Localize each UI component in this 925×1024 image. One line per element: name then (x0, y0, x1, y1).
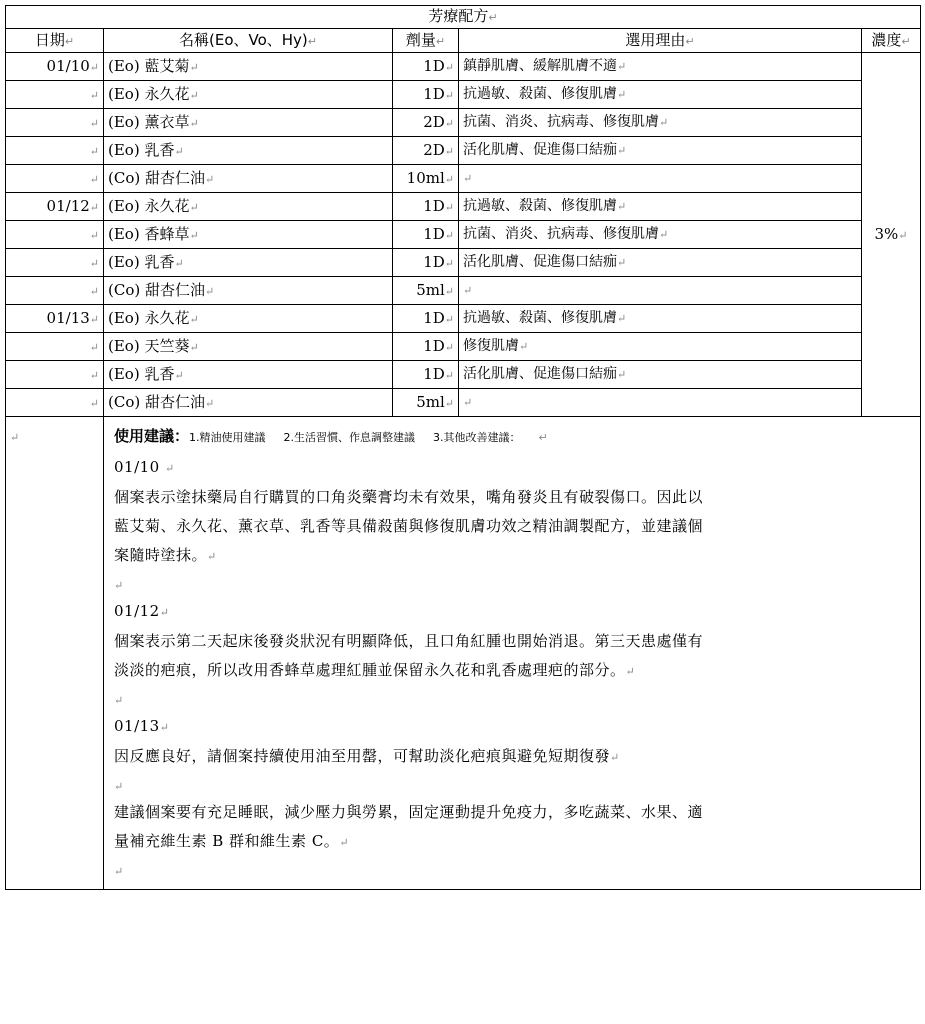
concentration-cell: 3%↵ (862, 53, 921, 417)
note-date-0113: 01/13↵ (114, 717, 170, 735)
formula-row (6, 333, 921, 361)
row-date: ↵ (6, 109, 104, 137)
blank-line: ↵ (114, 780, 124, 793)
formula-row (6, 165, 921, 193)
blank-line: ↵ (114, 694, 124, 707)
row-date: 01/10↵ (6, 53, 104, 81)
row-date: ↵ (6, 277, 104, 305)
row-dose: 5ml↵ (393, 389, 459, 417)
aromatherapy-formula-sheet (5, 5, 920, 890)
row-name: (Eo) 永久花↵ (104, 193, 393, 221)
header-name: 名稱(Eo、Vo、Hy)↵ (104, 29, 393, 53)
formula-row (6, 389, 921, 417)
note-line: 量補充維生素 B 群和維生素 C。↵ (114, 832, 350, 850)
row-date: ↵ (6, 137, 104, 165)
row-reason: 鎮靜肌膚、緩解肌膚不適↵ (459, 53, 862, 81)
row-reason: 活化肌膚、促進傷口結痂↵ (459, 249, 862, 277)
formula-row (6, 305, 921, 333)
row-name: (Eo) 香蜂草↵ (104, 221, 393, 249)
row-dose: 1D↵ (393, 81, 459, 109)
note-line: 因反應良好，請個案持續使用油至用罄，可幫助淡化疤痕與避免短期復發↵ (114, 747, 620, 765)
row-date: ↵ (6, 81, 104, 109)
table-title: 芳療配方↵ (6, 6, 921, 29)
row-reason: ↵ (459, 389, 862, 417)
row-reason: ↵ (459, 277, 862, 305)
note-line: 建議個案要有充足睡眠，減少壓力與勞累，固定運動提升免疫力，多吃蔬菜、水果、適 (114, 803, 704, 821)
row-date: ↵ (6, 361, 104, 389)
note-line: 淡淡的疤痕，所以改用香蜂草處理紅腫並保留永久花和乳香處理疤的部分。↵ (114, 661, 636, 679)
row-name: (Eo) 乳香↵ (104, 137, 393, 165)
row-reason: 抗菌、消炎、抗病毒、修復肌膚↵ (459, 221, 862, 249)
row-dose: 1D↵ (393, 333, 459, 361)
formula-row (6, 193, 921, 221)
row-name: (Eo) 永久花↵ (104, 81, 393, 109)
formula-table (5, 5, 921, 890)
header-concentration: 濃度↵ (862, 29, 921, 53)
blank-line: ↵ (114, 579, 124, 592)
row-name: (Co) 甜杏仁油↵ (104, 389, 393, 417)
row-reason: 抗過敏、殺菌、修復肌膚↵ (459, 193, 862, 221)
notes-lead: 使用建議：1.精油使用建議 2.生活習慣、作息調整建議 3.其他改善建議： ↵ (114, 427, 548, 445)
note-line: 個案表示塗抹藥局自行購買的口角炎藥膏均未有效果，嘴角發炎且有破裂傷口。因此以 (114, 488, 704, 506)
row-name: (Eo) 乳香↵ (104, 361, 393, 389)
row-name: (Eo) 天竺葵↵ (104, 333, 393, 361)
formula-row (6, 137, 921, 165)
row-name: (Eo) 薰衣草↵ (104, 109, 393, 137)
usage-notes (104, 417, 921, 890)
row-name: (Eo) 永久花↵ (104, 305, 393, 333)
row-name: (Eo) 藍艾菊↵ (104, 53, 393, 81)
row-name: (Co) 甜杏仁油↵ (104, 165, 393, 193)
formula-row (6, 221, 921, 249)
formula-row (6, 277, 921, 305)
row-date: ↵ (6, 165, 104, 193)
note-date-0110: 01/10 ↵ (114, 458, 175, 476)
note-line: 藍艾菊、永久花、薰衣草、乳香等具備殺菌與修復肌膚功效之精油調製配方，並建議個 (114, 517, 704, 535)
row-dose: 1D↵ (393, 305, 459, 333)
row-name: (Eo) 乳香↵ (104, 249, 393, 277)
row-reason: 抗菌、消炎、抗病毒、修復肌膚↵ (459, 109, 862, 137)
row-name: (Co) 甜杏仁油↵ (104, 277, 393, 305)
header-reason: 選用理由↵ (459, 29, 862, 53)
formula-row (6, 249, 921, 277)
notes-date-cell: ↵ (6, 417, 104, 890)
row-reason: 抗過敏、殺菌、修復肌膚↵ (459, 305, 862, 333)
row-dose: 1D↵ (393, 53, 459, 81)
row-reason: 修復肌膚↵ (459, 333, 862, 361)
row-date: ↵ (6, 221, 104, 249)
row-reason: ↵ (459, 165, 862, 193)
formula-row (6, 361, 921, 389)
row-dose: 10ml↵ (393, 165, 459, 193)
row-dose: 2D↵ (393, 109, 459, 137)
header-dose: 劑量↵ (393, 29, 459, 53)
row-date: 01/13↵ (6, 305, 104, 333)
row-date: ↵ (6, 249, 104, 277)
formula-row (6, 109, 921, 137)
row-dose: 1D↵ (393, 193, 459, 221)
row-dose: 1D↵ (393, 361, 459, 389)
blank-line: ↵ (114, 865, 124, 878)
note-line: 個案表示第二天起床後發炎狀況有明顯降低，且口角紅腫也開始消退。第三天患處僅有 (114, 632, 704, 650)
row-dose: 5ml↵ (393, 277, 459, 305)
row-reason: 活化肌膚、促進傷口結痂↵ (459, 361, 862, 389)
formula-row (6, 53, 921, 81)
row-dose: 1D↵ (393, 221, 459, 249)
row-reason: 抗過敏、殺菌、修復肌膚↵ (459, 81, 862, 109)
row-dose: 2D↵ (393, 137, 459, 165)
note-date-0112: 01/12↵ (114, 602, 170, 620)
row-date: 01/12↵ (6, 193, 104, 221)
note-line: 案隨時塗抹。↵ (114, 546, 217, 564)
row-date: ↵ (6, 333, 104, 361)
row-date: ↵ (6, 389, 104, 417)
row-reason: 活化肌膚、促進傷口結痂↵ (459, 137, 862, 165)
formula-row (6, 81, 921, 109)
row-dose: 1D↵ (393, 249, 459, 277)
header-date: 日期↵ (6, 29, 104, 53)
